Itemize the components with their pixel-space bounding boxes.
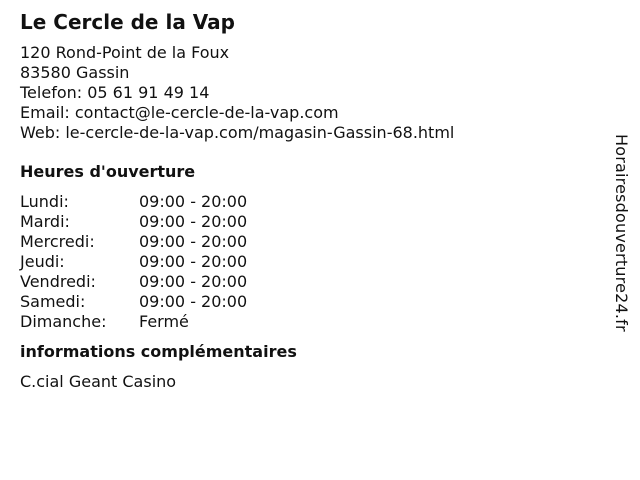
store-name: Le Cercle de la Vap bbox=[20, 10, 235, 34]
hours-value: 09:00 - 20:00 bbox=[139, 292, 248, 311]
postal-city: 83580 Gassin bbox=[20, 63, 130, 82]
day-label: Samedi: bbox=[20, 292, 86, 311]
hours-row-thursday bbox=[20, 252, 600, 272]
day-label: Dimanche: bbox=[20, 312, 107, 331]
day-label: Lundi: bbox=[20, 192, 69, 211]
hours-row-monday bbox=[20, 192, 600, 212]
additional-info-heading: informations complémentaires bbox=[20, 342, 297, 361]
hours-row-wednesday bbox=[20, 232, 600, 252]
phone-number: Telefon: 05 61 91 49 14 bbox=[20, 83, 210, 102]
hours-value: 09:00 - 20:00 bbox=[139, 272, 248, 291]
opening-hours-heading: Heures d'ouverture bbox=[20, 162, 196, 181]
hours-value: 09:00 - 20:00 bbox=[139, 192, 248, 211]
additional-info-text: C.cial Geant Casino bbox=[20, 372, 177, 391]
website-address: Web: le-cercle-de-la-vap.com/magasin-Gassin-68.html bbox=[20, 123, 455, 142]
opening-hours-list bbox=[20, 192, 600, 332]
address-section bbox=[20, 43, 600, 143]
hours-row-friday bbox=[20, 272, 600, 292]
day-label: Vendredi: bbox=[20, 272, 96, 291]
hours-value: 09:00 - 20:00 bbox=[139, 252, 248, 271]
email-address: Email: contact@le-cercle-de-la-vap.com bbox=[20, 103, 339, 122]
site-watermark: Horairesdouverture24.fr bbox=[612, 134, 631, 332]
day-label: Mardi: bbox=[20, 212, 70, 231]
day-label: Jeudi: bbox=[20, 252, 65, 271]
day-label: Mercredi: bbox=[20, 232, 95, 251]
hours-row-sunday bbox=[20, 312, 600, 332]
hours-value: Fermé bbox=[139, 312, 189, 331]
hours-value: 09:00 - 20:00 bbox=[139, 212, 248, 231]
hours-row-saturday bbox=[20, 292, 600, 312]
hours-row-tuesday bbox=[20, 212, 600, 232]
store-hours-card bbox=[20, 8, 600, 392]
hours-value: 09:00 - 20:00 bbox=[139, 232, 248, 251]
street-address: 120 Rond-Point de la Foux bbox=[20, 43, 230, 62]
